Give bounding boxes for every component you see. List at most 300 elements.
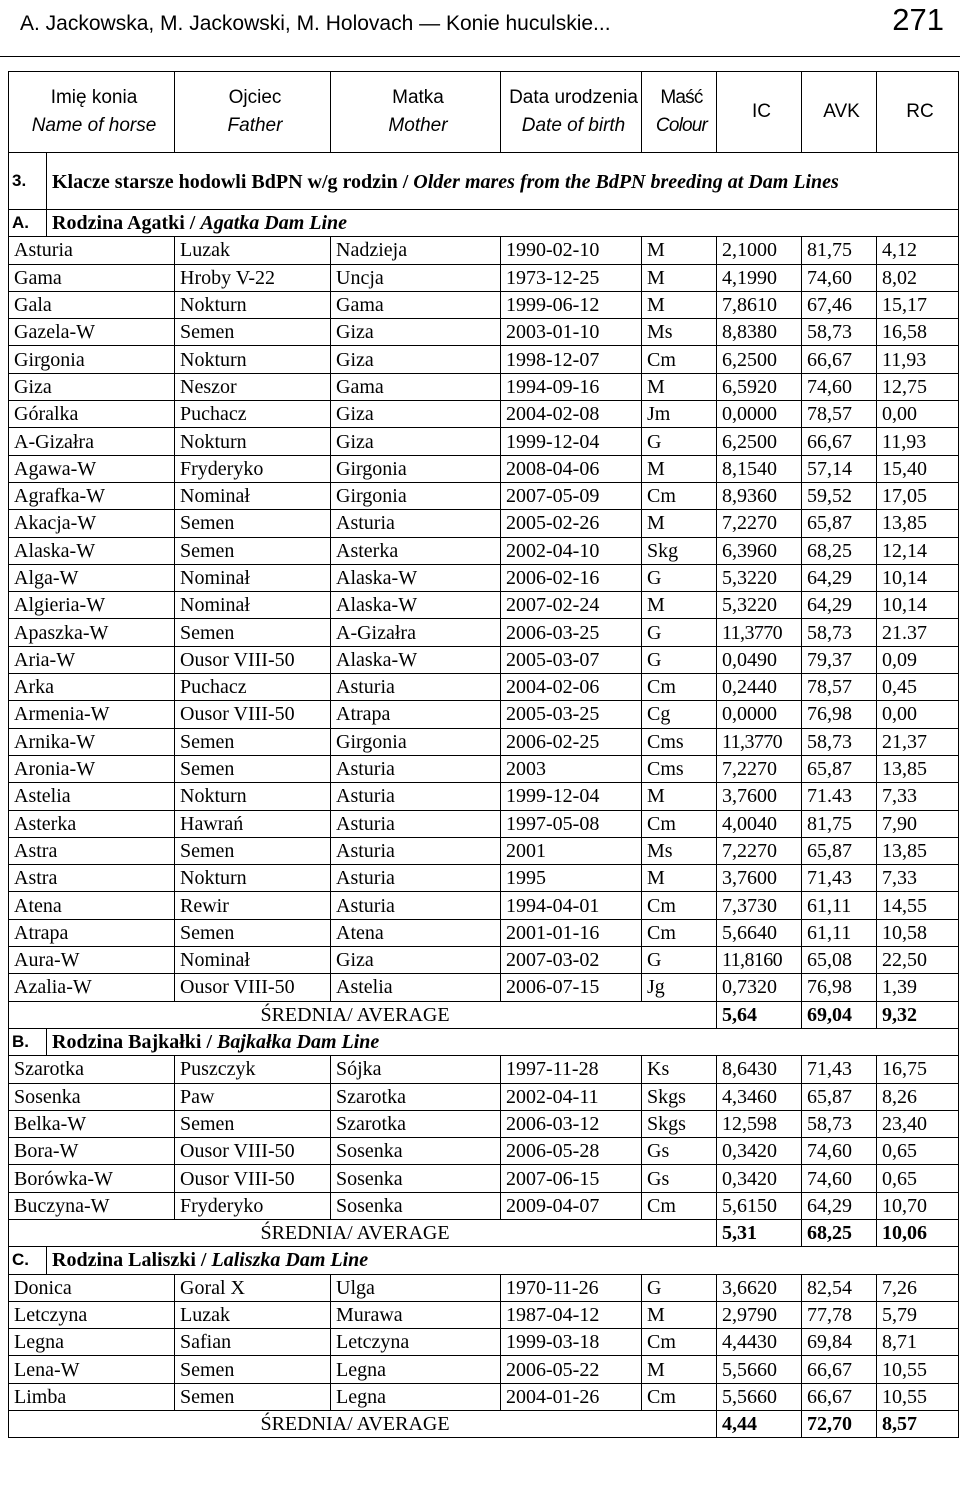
cell-name: Apaszka-W	[9, 619, 175, 646]
cell-avk: 71,43	[802, 1056, 877, 1083]
cell-name: Astra	[9, 837, 175, 864]
cell-avk: 65,08	[802, 947, 877, 974]
table-row	[9, 428, 959, 455]
cell-dob: 2006-02-16	[501, 564, 642, 591]
cell-father: Nokturn	[175, 291, 331, 318]
cell-rc: 8,02	[877, 264, 959, 291]
cell-ic: 6,5920	[717, 373, 802, 400]
cell-rc: 0,65	[877, 1165, 959, 1192]
cell-mother: Asturia	[331, 510, 501, 537]
cell-colour: M	[642, 455, 717, 482]
cell-avk: 74,60	[802, 1165, 877, 1192]
cell-name: Agrafka-W	[9, 482, 175, 509]
cell-mother: Szarotka	[331, 1110, 501, 1137]
group-letter: C.	[9, 1247, 47, 1274]
cell-ic: 11,3770	[717, 619, 802, 646]
cell-name: Atena	[9, 892, 175, 919]
table-row	[9, 1301, 959, 1328]
cell-ic: 11,3770	[717, 728, 802, 755]
col-rc-header: RC	[877, 72, 959, 153]
table-row	[9, 810, 959, 837]
table-row	[9, 482, 959, 509]
col-ic-header: IC	[717, 72, 802, 153]
cell-name: Akacja-W	[9, 510, 175, 537]
cell-avk: 65,87	[802, 510, 877, 537]
cell-ic: 6,2500	[717, 346, 802, 373]
col-father-header: Ojciec Father	[175, 72, 331, 153]
cell-mother: Alaska-W	[331, 646, 501, 673]
cell-colour: Gs	[642, 1165, 717, 1192]
cell-father: Fryderyko	[175, 1192, 331, 1219]
cell-dob: 2007-03-02	[501, 947, 642, 974]
cell-mother: Giza	[331, 428, 501, 455]
cell-dob: 1999-03-18	[501, 1329, 642, 1356]
cell-ic: 5,3220	[717, 564, 802, 591]
cell-ic: 0,7320	[717, 974, 802, 1001]
cell-name: Azalia-W	[9, 974, 175, 1001]
col-name-header: Imię konia Name of horse	[9, 72, 175, 153]
table-row	[9, 701, 959, 728]
cell-name: Szarotka	[9, 1056, 175, 1083]
table-row	[9, 919, 959, 946]
table-row	[9, 619, 959, 646]
table-row	[9, 1274, 959, 1301]
section-title: Klacze starsze hodowli BdPN w/g rodzin / Older mares from the BdPN breeding at Dam Lines	[47, 153, 959, 210]
cell-rc: 12,75	[877, 373, 959, 400]
cell-rc: 8,71	[877, 1329, 959, 1356]
cell-mother: Sójka	[331, 1056, 501, 1083]
cell-avk: 82,54	[802, 1274, 877, 1301]
cell-colour: Ks	[642, 1056, 717, 1083]
table-row	[9, 1356, 959, 1383]
cell-father: Puszczyk	[175, 1056, 331, 1083]
cell-colour: M	[642, 237, 717, 264]
cell-ic: 0,3420	[717, 1165, 802, 1192]
cell-father: Semen	[175, 1356, 331, 1383]
cell-name: Asterka	[9, 810, 175, 837]
average-row	[9, 1411, 959, 1438]
cell-avk: 78,57	[802, 401, 877, 428]
cell-mother: Legna	[331, 1356, 501, 1383]
table-row	[9, 1192, 959, 1219]
cell-father: Neszor	[175, 373, 331, 400]
cell-avk: 64,29	[802, 592, 877, 619]
cell-dob: 1999-12-04	[501, 428, 642, 455]
cell-ic: 8,6430	[717, 1056, 802, 1083]
cell-mother: Asturia	[331, 755, 501, 782]
cell-name: Arnika-W	[9, 728, 175, 755]
cell-mother: Legna	[331, 1383, 501, 1410]
cell-dob: 2006-05-28	[501, 1138, 642, 1165]
cell-father: Nominał	[175, 564, 331, 591]
cell-mother: Asterka	[331, 537, 501, 564]
cell-name: Gazela-W	[9, 319, 175, 346]
cell-rc: 7,26	[877, 1274, 959, 1301]
cell-father: Semen	[175, 1110, 331, 1137]
cell-father: Nominał	[175, 947, 331, 974]
cell-mother: Asturia	[331, 865, 501, 892]
cell-colour: Cm	[642, 892, 717, 919]
cell-ic: 2,9790	[717, 1301, 802, 1328]
table-row	[9, 1165, 959, 1192]
cell-name: Astelia	[9, 783, 175, 810]
cell-avk: 65,87	[802, 837, 877, 864]
cell-rc: 13,85	[877, 837, 959, 864]
cell-ic: 0,0000	[717, 401, 802, 428]
cell-ic: 5,6640	[717, 919, 802, 946]
cell-rc: 13,85	[877, 755, 959, 782]
cell-name: Astra	[9, 865, 175, 892]
cell-dob: 2003	[501, 755, 642, 782]
table-row	[9, 646, 959, 673]
table-row	[9, 401, 959, 428]
cell-colour: M	[642, 373, 717, 400]
cell-name: Bora-W	[9, 1138, 175, 1165]
cell-father: Puchacz	[175, 674, 331, 701]
table-row	[9, 1056, 959, 1083]
cell-father: Ousor VIII-50	[175, 1165, 331, 1192]
cell-avk: 81,75	[802, 237, 877, 264]
average-row	[9, 1001, 959, 1028]
cell-ic: 8,1540	[717, 455, 802, 482]
table-row	[9, 837, 959, 864]
cell-name: Sosenka	[9, 1083, 175, 1110]
cell-dob: 2003-01-10	[501, 319, 642, 346]
cell-father: Ousor VIII-50	[175, 1138, 331, 1165]
col-avk-header: AVK	[802, 72, 877, 153]
cell-father: Semen	[175, 537, 331, 564]
cell-mother: Atena	[331, 919, 501, 946]
cell-father: Nokturn	[175, 346, 331, 373]
cell-colour: Cms	[642, 728, 717, 755]
section-number: 3.	[9, 153, 47, 210]
cell-dob: 2006-03-12	[501, 1110, 642, 1137]
cell-name: Asturia	[9, 237, 175, 264]
cell-avk: 76,98	[802, 974, 877, 1001]
cell-father: Nominał	[175, 482, 331, 509]
cell-father: Semen	[175, 919, 331, 946]
cell-colour: Cm	[642, 810, 717, 837]
table-row	[9, 237, 959, 264]
cell-avk: 78,57	[802, 674, 877, 701]
cell-rc: 10,14	[877, 592, 959, 619]
cell-name: Buczyna-W	[9, 1192, 175, 1219]
cell-colour: G	[642, 1274, 717, 1301]
cell-colour: G	[642, 619, 717, 646]
table-row	[9, 892, 959, 919]
cell-rc: 12,14	[877, 537, 959, 564]
cell-avk: 76,98	[802, 701, 877, 728]
cell-name: Góralka	[9, 401, 175, 428]
cell-dob: 2004-01-26	[501, 1383, 642, 1410]
cell-rc: 10,14	[877, 564, 959, 591]
cell-name: Donica	[9, 1274, 175, 1301]
cell-rc: 7,90	[877, 810, 959, 837]
cell-avk: 66,67	[802, 1356, 877, 1383]
table-row	[9, 510, 959, 537]
cell-name: Alaska-W	[9, 537, 175, 564]
cell-ic: 5,3220	[717, 592, 802, 619]
col-colour-header: Maść Colour	[642, 72, 717, 153]
cell-ic: 4,4430	[717, 1329, 802, 1356]
cell-name: Giza	[9, 373, 175, 400]
cell-avk: 66,67	[802, 1383, 877, 1410]
cell-ic: 5,6150	[717, 1192, 802, 1219]
cell-dob: 2004-02-06	[501, 674, 642, 701]
cell-avk: 77,78	[802, 1301, 877, 1328]
cell-dob: 2005-03-25	[501, 701, 642, 728]
cell-mother: Alaska-W	[331, 564, 501, 591]
cell-mother: Giza	[331, 346, 501, 373]
cell-ic: 0,0490	[717, 646, 802, 673]
group-header-row	[9, 1028, 959, 1055]
cell-colour: M	[642, 510, 717, 537]
cell-colour: Jm	[642, 401, 717, 428]
cell-name: Girgonia	[9, 346, 175, 373]
cell-colour: Cm	[642, 346, 717, 373]
cell-rc: 23,40	[877, 1110, 959, 1137]
cell-dob: 2001-01-16	[501, 919, 642, 946]
cell-avk: 58,73	[802, 319, 877, 346]
cell-name: Alga-W	[9, 564, 175, 591]
cell-rc: 7,33	[877, 783, 959, 810]
cell-rc: 11,93	[877, 346, 959, 373]
cell-father: Semen	[175, 619, 331, 646]
table-row	[9, 319, 959, 346]
cell-name: Arka	[9, 674, 175, 701]
cell-ic: 8,9360	[717, 482, 802, 509]
table-row	[9, 783, 959, 810]
cell-dob: 2006-07-15	[501, 974, 642, 1001]
cell-avk: 64,29	[802, 1192, 877, 1219]
page-number: 271	[892, 2, 944, 37]
cell-colour: Ms	[642, 319, 717, 346]
cell-dob: 2006-05-22	[501, 1356, 642, 1383]
cell-ic: 4,3460	[717, 1083, 802, 1110]
cell-mother: Astelia	[331, 974, 501, 1001]
cell-rc: 4,12	[877, 237, 959, 264]
cell-name: Gala	[9, 291, 175, 318]
cell-avk: 57,14	[802, 455, 877, 482]
cell-father: Ousor VIII-50	[175, 701, 331, 728]
cell-name: A-Gizałra	[9, 428, 175, 455]
cell-dob: 2007-02-24	[501, 592, 642, 619]
cell-ic: 2,1000	[717, 237, 802, 264]
cell-avk: 58,73	[802, 619, 877, 646]
cell-mother: Girgonia	[331, 482, 501, 509]
table-row	[9, 346, 959, 373]
cell-avk: 65,87	[802, 755, 877, 782]
cell-rc: 21,37	[877, 728, 959, 755]
cell-rc: 0,65	[877, 1138, 959, 1165]
cell-colour: Cm	[642, 919, 717, 946]
cell-colour: Ms	[642, 837, 717, 864]
table-row	[9, 455, 959, 482]
cell-mother: Szarotka	[331, 1083, 501, 1110]
cell-name: Belka-W	[9, 1110, 175, 1137]
cell-dob: 2002-04-10	[501, 537, 642, 564]
cell-dob: 2006-02-25	[501, 728, 642, 755]
cell-avk: 66,67	[802, 428, 877, 455]
cell-mother: Sosenka	[331, 1138, 501, 1165]
group-letter: A.	[9, 210, 47, 237]
cell-rc: 8,26	[877, 1083, 959, 1110]
cell-rc: 13,85	[877, 510, 959, 537]
cell-mother: Asturia	[331, 810, 501, 837]
cell-rc: 5,79	[877, 1301, 959, 1328]
cell-dob: 2007-05-09	[501, 482, 642, 509]
cell-dob: 2004-02-08	[501, 401, 642, 428]
cell-rc: 14,55	[877, 892, 959, 919]
horse-table	[8, 71, 959, 1438]
group-title: Rodzina Bajkałki / Bajkałka Dam Line	[47, 1028, 959, 1055]
cell-dob: 1990-02-10	[501, 237, 642, 264]
cell-avk: 61,11	[802, 892, 877, 919]
cell-name: Lena-W	[9, 1356, 175, 1383]
average-label: ŚREDNIA/ AVERAGE	[9, 1001, 717, 1028]
cell-avk: 71.43	[802, 783, 877, 810]
cell-avk: 58,73	[802, 728, 877, 755]
table-row	[9, 592, 959, 619]
cell-father: Goral X	[175, 1274, 331, 1301]
cell-name: Armenia-W	[9, 701, 175, 728]
cell-colour: Cm	[642, 1383, 717, 1410]
cell-mother: Giza	[331, 401, 501, 428]
cell-dob: 1970-11-26	[501, 1274, 642, 1301]
cell-rc: 0,09	[877, 646, 959, 673]
cell-name: Letczyna	[9, 1301, 175, 1328]
cell-mother: Ulga	[331, 1274, 501, 1301]
cell-dob: 1997-11-28	[501, 1056, 642, 1083]
cell-mother: Alaska-W	[331, 592, 501, 619]
cell-avk: 61,11	[802, 919, 877, 946]
average-ic: 5,64	[717, 1001, 802, 1028]
cell-name: Aura-W	[9, 947, 175, 974]
cell-ic: 7,2270	[717, 755, 802, 782]
cell-colour: Cg	[642, 701, 717, 728]
cell-avk: 74,60	[802, 1138, 877, 1165]
group-header-row	[9, 210, 959, 237]
cell-mother: Atrapa	[331, 701, 501, 728]
cell-dob: 1994-04-01	[501, 892, 642, 919]
cell-rc: 17,05	[877, 482, 959, 509]
cell-father: Fryderyko	[175, 455, 331, 482]
average-label: ŚREDNIA/ AVERAGE	[9, 1219, 717, 1246]
cell-father: Nokturn	[175, 783, 331, 810]
table-row	[9, 1110, 959, 1137]
cell-mother: Sosenka	[331, 1165, 501, 1192]
cell-rc: 16,58	[877, 319, 959, 346]
group-header-row	[9, 1247, 959, 1274]
cell-ic: 0,2440	[717, 674, 802, 701]
cell-colour: M	[642, 1356, 717, 1383]
cell-mother: A-Gizałra	[331, 619, 501, 646]
table-row	[9, 755, 959, 782]
cell-father: Safian	[175, 1329, 331, 1356]
cell-name: Aria-W	[9, 646, 175, 673]
cell-avk: 79,37	[802, 646, 877, 673]
table-row	[9, 1329, 959, 1356]
cell-colour: Skgs	[642, 1083, 717, 1110]
cell-ic: 11,8160	[717, 947, 802, 974]
cell-rc: 0,45	[877, 674, 959, 701]
cell-father: Ousor VIII-50	[175, 646, 331, 673]
cell-father: Semen	[175, 319, 331, 346]
cell-dob: 2007-06-15	[501, 1165, 642, 1192]
cell-father: Nokturn	[175, 865, 331, 892]
cell-name: Limba	[9, 1383, 175, 1410]
cell-avk: 58,73	[802, 1110, 877, 1137]
cell-ic: 8,8380	[717, 319, 802, 346]
average-ic: 5,31	[717, 1219, 802, 1246]
cell-rc: 11,93	[877, 428, 959, 455]
cell-father: Hroby V-22	[175, 264, 331, 291]
cell-colour: M	[642, 291, 717, 318]
average-avk: 68,25	[802, 1219, 877, 1246]
cell-avk: 71,43	[802, 865, 877, 892]
cell-colour: M	[642, 592, 717, 619]
cell-father: Luzak	[175, 1301, 331, 1328]
cell-avk: 66,67	[802, 346, 877, 373]
cell-mother: Uncja	[331, 264, 501, 291]
cell-dob: 2008-04-06	[501, 455, 642, 482]
cell-rc: 7,33	[877, 865, 959, 892]
cell-mother: Nadzieja	[331, 237, 501, 264]
cell-ic: 3,7600	[717, 865, 802, 892]
header-row	[9, 72, 959, 153]
cell-father: Semen	[175, 837, 331, 864]
cell-mother: Asturia	[331, 783, 501, 810]
cell-dob: 2001	[501, 837, 642, 864]
cell-ic: 7,3730	[717, 892, 802, 919]
cell-name: Aronia-W	[9, 755, 175, 782]
cell-father: Semen	[175, 755, 331, 782]
cell-rc: 16,75	[877, 1056, 959, 1083]
cell-avk: 74,60	[802, 373, 877, 400]
table-row	[9, 865, 959, 892]
cell-rc: 1,39	[877, 974, 959, 1001]
cell-dob: 1995	[501, 865, 642, 892]
cell-ic: 0,0000	[717, 701, 802, 728]
cell-rc: 10,70	[877, 1192, 959, 1219]
table-row	[9, 264, 959, 291]
average-avk: 72,70	[802, 1411, 877, 1438]
cell-mother: Girgonia	[331, 455, 501, 482]
cell-ic: 3,6620	[717, 1274, 802, 1301]
cell-dob: 2006-03-25	[501, 619, 642, 646]
cell-avk: 81,75	[802, 810, 877, 837]
table-row	[9, 674, 959, 701]
cell-rc: 21.37	[877, 619, 959, 646]
cell-colour: Jg	[642, 974, 717, 1001]
running-title: A. Jackowska, M. Jackowski, M. Holovach — Konie huculskie...	[20, 12, 611, 35]
cell-father: Paw	[175, 1083, 331, 1110]
cell-father: Hawrań	[175, 810, 331, 837]
cell-colour: Cm	[642, 1329, 717, 1356]
cell-ic: 6,3960	[717, 537, 802, 564]
cell-ic: 4,1990	[717, 264, 802, 291]
cell-father: Rewir	[175, 892, 331, 919]
cell-rc: 10,58	[877, 919, 959, 946]
average-rc: 8,57	[877, 1411, 959, 1438]
cell-colour: M	[642, 865, 717, 892]
cell-ic: 0,3420	[717, 1138, 802, 1165]
cell-father: Nokturn	[175, 428, 331, 455]
cell-rc: 15,40	[877, 455, 959, 482]
cell-mother: Gama	[331, 373, 501, 400]
average-ic: 4,44	[717, 1411, 802, 1438]
table-row	[9, 564, 959, 591]
